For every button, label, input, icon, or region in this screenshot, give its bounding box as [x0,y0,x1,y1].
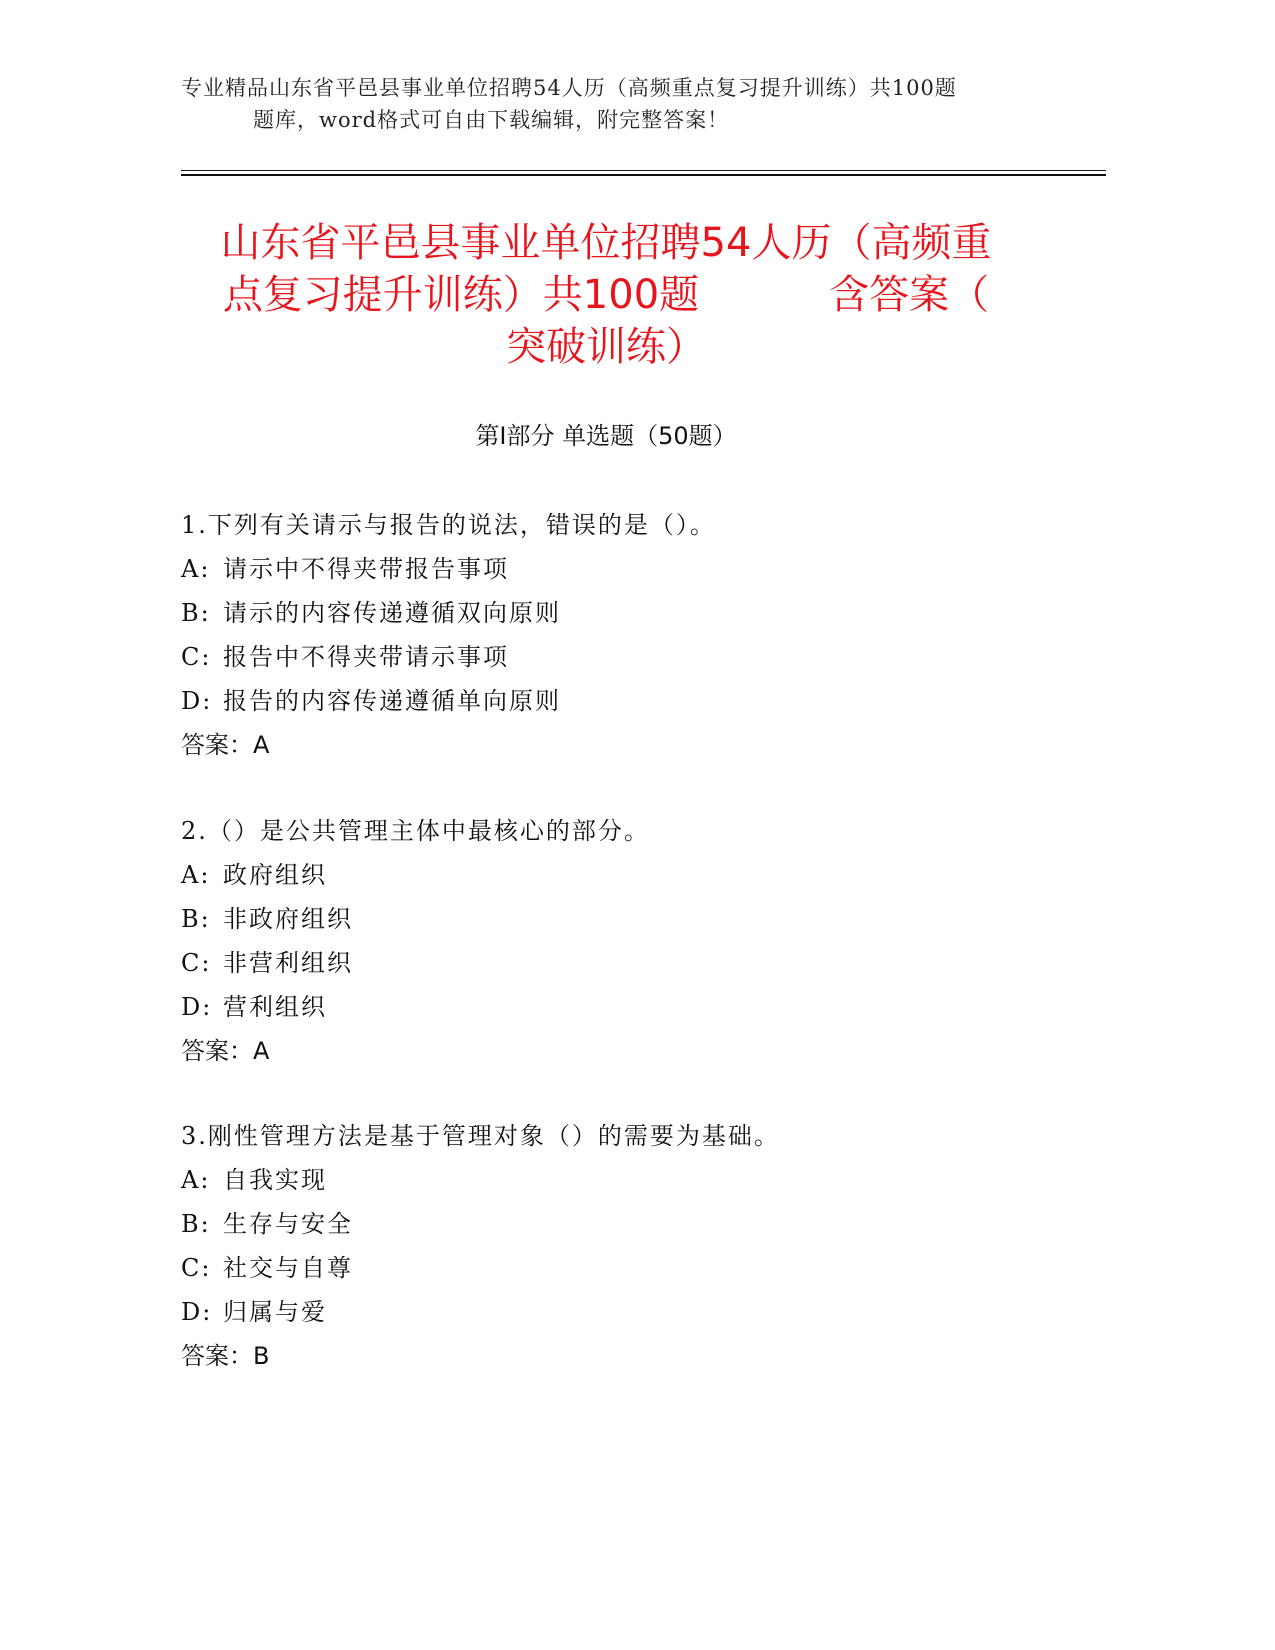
option-text: 自我实现 [223,1166,327,1194]
option-d [181,985,1081,1029]
question-stem: 2.（）是公共管理主体中最核心的部分。 [181,817,650,845]
option-text: 请示中不得夹带报告事项 [223,555,509,583]
option-key: B: [181,905,211,933]
question-3 [181,1114,1081,1378]
option-key: C: [181,949,212,977]
option-key: D: [181,1298,213,1326]
option-text: 生存与安全 [223,1210,353,1238]
question-2 [181,809,1081,1073]
section-title: 第Ⅰ部分 单选题（50题） [475,422,737,450]
option-a [181,1158,1081,1202]
title-line-3: 突破训练） [506,324,706,370]
option-c [181,941,1081,985]
option-d [181,1290,1081,1334]
option-key: A: [181,1166,211,1194]
option-text: 归属与爱 [223,1298,327,1326]
option-text: 非政府组织 [223,905,353,933]
header-note-line2: 题库，word格式可自由下载编辑，附完整答案！ [253,108,730,132]
option-key: A: [181,861,211,889]
option-key: C: [181,643,212,671]
question-stem: 3.刚性管理方法是基于管理对象（）的需要为基础。 [181,1122,780,1150]
title-line-2b: 含答案（ [829,272,990,318]
option-text: 非营利组织 [223,949,353,977]
title-line-1: 山东省平邑县事业单位招聘54人历（高频重 [220,220,992,266]
option-text: 请示的内容传递遵循双向原则 [223,599,561,627]
option-b [181,1202,1081,1246]
option-key: A: [181,555,211,583]
header-note [181,72,1031,136]
answer-line: 答案：A [181,1037,270,1065]
option-text: 社交与自尊 [223,1254,353,1282]
option-c [181,1246,1081,1290]
option-text: 报告中不得夹带请示事项 [223,643,509,671]
header-note-line1: 专业精品山东省平邑县事业单位招聘54人历（高频重点复习提升训练）共100题 [181,76,957,100]
option-text: 政府组织 [223,861,327,889]
option-b [181,591,1081,635]
question-stem: 1.下列有关请示与报告的说法，错误的是（）。 [181,511,716,539]
question-1 [181,503,1081,767]
option-a [181,853,1081,897]
option-c [181,635,1081,679]
document-title [181,217,1031,373]
header-divider-thin [181,170,1106,171]
title-line-2 [181,269,1031,321]
title-line-2a: 点复习提升训练）共100题 [222,272,700,318]
option-key: B: [181,599,211,627]
answer-line: 答案：A [181,731,270,759]
option-d [181,679,1081,723]
option-key: B: [181,1210,211,1238]
answer-line: 答案：B [181,1342,270,1370]
header-divider-thick [181,174,1106,176]
option-a [181,547,1081,591]
option-b [181,897,1081,941]
option-key: D: [181,687,213,715]
option-text: 营利组织 [223,993,327,1021]
option-text: 报告的内容传递遵循单向原则 [223,687,561,715]
option-key: D: [181,993,213,1021]
option-key: C: [181,1254,212,1282]
